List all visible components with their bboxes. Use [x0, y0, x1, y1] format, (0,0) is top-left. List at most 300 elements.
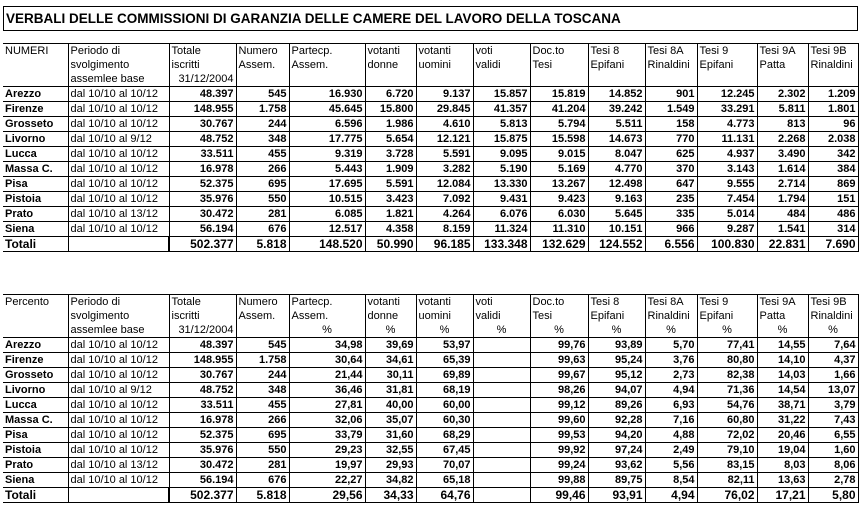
header-total-iscritti-line2: iscritti — [169, 309, 236, 323]
table-row — [3, 413, 858, 428]
cell-tesi-8a: 2,49 — [645, 443, 697, 458]
cell-period: dal 10/10 al 10/12 — [68, 222, 169, 237]
cell-votanti-uomini: 29.845 — [416, 102, 473, 117]
total-tesi-8: 124.552 — [588, 237, 645, 252]
cell-doc-tesi: 6.030 — [530, 207, 588, 222]
cell-total-iscritti: 30.472 — [169, 207, 236, 222]
cell-partecip-assem: 6.085 — [289, 207, 365, 222]
total-total-iscritti: 502.377 — [169, 488, 236, 503]
page-title: VERBALI DELLE COMMISSIONI DI GARANZIA DELLE CAMERE DEL LAVORO DELLA TOSCANA — [3, 6, 858, 31]
cell-tesi-8a: 370 — [645, 162, 697, 177]
cell-area: Prato — [3, 207, 68, 222]
cell-partecip-assem: 19,97 — [289, 458, 365, 473]
header-numero-assem-line3 — [236, 72, 289, 87]
header-tesi-9-line1: Tesi 9 — [697, 295, 757, 310]
cell-area: Pisa — [3, 177, 68, 192]
cell-tesi-9a: 13,63 — [757, 473, 808, 488]
cell-period: dal 10/10 al 10/12 — [68, 87, 169, 102]
cell-tesi-9b: 1.801 — [808, 102, 858, 117]
header-tesi-8-line3 — [588, 72, 645, 87]
cell-tesi-8: 4.770 — [588, 162, 645, 177]
cell-tesi-8: 97,24 — [588, 443, 645, 458]
table-row — [3, 87, 858, 102]
cell-tesi-9b: 314 — [808, 222, 858, 237]
table-row — [3, 162, 858, 177]
cell-area: Pistoia — [3, 192, 68, 207]
cell-total-iscritti: 48.752 — [169, 383, 236, 398]
cell-tesi-9a: 1.541 — [757, 222, 808, 237]
cell-period: dal 10/10 al 10/12 — [68, 117, 169, 132]
cell-partecip-assem: 21,44 — [289, 368, 365, 383]
cell-tesi-8: 95,24 — [588, 353, 645, 368]
cell-period: dal 10/10 al 10/12 — [68, 443, 169, 458]
table-row — [3, 117, 858, 132]
cell-partecip-assem: 22,27 — [289, 473, 365, 488]
total-doc-tesi: 132.629 — [530, 237, 588, 252]
header-area-line1: NUMERI — [3, 44, 68, 59]
cell-area: Massa C. — [3, 162, 68, 177]
cell-period: dal 10/10 al 13/12 — [68, 207, 169, 222]
header-area-line1: Percento — [3, 295, 68, 310]
header-doc-tesi-line2: Tesi — [530, 309, 588, 323]
cell-tesi-9b: 342 — [808, 147, 858, 162]
cell-votanti-donne: 1.986 — [365, 117, 416, 132]
header-partecip-assem-line1: Partecp. — [289, 295, 365, 310]
header-tesi-9-line2: Epifani — [697, 58, 757, 72]
cell-tesi-9b: 8,06 — [808, 458, 858, 473]
cell-tesi-9: 11.131 — [697, 132, 757, 147]
header-voti-validi-line1: voti — [473, 295, 530, 310]
cell-votanti-uomini: 70,07 — [416, 458, 473, 473]
header-tesi-9a-line2: Patta — [757, 58, 808, 72]
cell-tesi-9: 77,41 — [697, 338, 757, 353]
cell-period: dal 10/10 al 10/12 — [68, 398, 169, 413]
cell-doc-tesi: 99,53 — [530, 428, 588, 443]
cell-tesi-8a: 901 — [645, 87, 697, 102]
cell-tesi-9: 60,80 — [697, 413, 757, 428]
cell-tesi-9: 9.287 — [697, 222, 757, 237]
header-tesi-9-line1: Tesi 9 — [697, 44, 757, 59]
cell-voti-validi: 15.857 — [473, 87, 530, 102]
total-area: Totali — [3, 237, 68, 252]
header-tesi-9-line3: % — [697, 323, 757, 338]
cell-votanti-uomini: 67,45 — [416, 443, 473, 458]
header-votanti-donne-line1: votanti — [365, 295, 416, 310]
cell-votanti-donne: 6.720 — [365, 87, 416, 102]
cell-partecip-assem: 36,46 — [289, 383, 365, 398]
cell-doc-tesi: 9.015 — [530, 147, 588, 162]
cell-votanti-uomini: 53,97 — [416, 338, 473, 353]
header-tesi-9a-line3 — [757, 72, 808, 87]
table-row — [3, 383, 858, 398]
cell-tesi-8: 89,75 — [588, 473, 645, 488]
cell-tesi-9b: 1,66 — [808, 368, 858, 383]
cell-period: dal 10/10 al 10/12 — [68, 368, 169, 383]
table-row — [3, 147, 858, 162]
header-tesi-8-line1: Tesi 8 — [588, 295, 645, 310]
table-row — [3, 338, 858, 353]
cell-votanti-donne: 32,55 — [365, 443, 416, 458]
cell-numero-assem: 545 — [236, 338, 289, 353]
cell-tesi-8a: 5,70 — [645, 338, 697, 353]
cell-numero-assem: 244 — [236, 117, 289, 132]
cell-tesi-8: 94,20 — [588, 428, 645, 443]
cell-voti-validi: 5.813 — [473, 117, 530, 132]
cell-votanti-uomini: 65,39 — [416, 353, 473, 368]
cell-tesi-9a: 2.714 — [757, 177, 808, 192]
header-tesi-9-line2: Epifani — [697, 309, 757, 323]
header-tesi-9b-line3: % — [808, 323, 858, 338]
header-partecip-assem-line1: Partecp. — [289, 44, 365, 59]
header-tesi-9a-line1: Tesi 9A — [757, 295, 808, 310]
header-tesi-8a-line2: Rinaldini — [645, 309, 697, 323]
header-votanti-uomini-line2: uomini — [416, 309, 473, 323]
cell-partecip-assem: 34,98 — [289, 338, 365, 353]
cell-area: Grosseto — [3, 368, 68, 383]
total-area: Totali — [3, 488, 68, 503]
cell-tesi-8: 93,62 — [588, 458, 645, 473]
cell-numero-assem: 348 — [236, 132, 289, 147]
cell-total-iscritti: 35.976 — [169, 443, 236, 458]
cell-numero-assem: 545 — [236, 87, 289, 102]
cell-tesi-9a: 31,22 — [757, 413, 808, 428]
cell-votanti-uomini: 65,18 — [416, 473, 473, 488]
header-tesi-8-line2: Epifani — [588, 58, 645, 72]
header-tesi-8a-line3 — [645, 72, 697, 87]
cell-votanti-uomini: 68,29 — [416, 428, 473, 443]
cell-numero-assem: 455 — [236, 398, 289, 413]
cell-voti-validi — [473, 338, 530, 353]
totals-row — [3, 488, 858, 503]
cell-period: dal 10/10 al 10/12 — [68, 102, 169, 117]
cell-period: dal 10/10 al 9/12 — [68, 383, 169, 398]
header-tesi-9a-line2: Patta — [757, 309, 808, 323]
cell-doc-tesi: 98,26 — [530, 383, 588, 398]
total-tesi-9a: 17,21 — [757, 488, 808, 503]
cell-votanti-uomini: 5.591 — [416, 147, 473, 162]
cell-area: Firenze — [3, 102, 68, 117]
cell-tesi-8: 9.163 — [588, 192, 645, 207]
cell-tesi-8a: 966 — [645, 222, 697, 237]
cell-tesi-9a: 5.811 — [757, 102, 808, 117]
cell-voti-validi: 41.357 — [473, 102, 530, 117]
header-tesi-8-line3: % — [588, 323, 645, 338]
cell-tesi-9: 9.555 — [697, 177, 757, 192]
cell-total-iscritti: 30.767 — [169, 117, 236, 132]
table-row — [3, 192, 858, 207]
cell-doc-tesi: 15.598 — [530, 132, 588, 147]
cell-numero-assem: 1.758 — [236, 102, 289, 117]
cell-votanti-donne: 39,69 — [365, 338, 416, 353]
total-period — [68, 488, 169, 503]
cell-numero-assem: 266 — [236, 162, 289, 177]
cell-tesi-9b: 869 — [808, 177, 858, 192]
cell-total-iscritti: 16.978 — [169, 413, 236, 428]
total-tesi-9: 100.830 — [697, 237, 757, 252]
cell-period: dal 10/10 al 10/12 — [68, 413, 169, 428]
cell-tesi-8a: 8,54 — [645, 473, 697, 488]
table-row — [3, 428, 858, 443]
cell-tesi-9b: 2,78 — [808, 473, 858, 488]
cell-tesi-8: 92,28 — [588, 413, 645, 428]
header-votanti-uomini-line1: votanti — [416, 295, 473, 310]
total-numero-assem: 5.818 — [236, 488, 289, 503]
cell-area: Arezzo — [3, 87, 68, 102]
table-row — [3, 398, 858, 413]
cell-area: Siena — [3, 222, 68, 237]
cell-tesi-8a: 625 — [645, 147, 697, 162]
cell-tesi-8a: 6,93 — [645, 398, 697, 413]
cell-votanti-donne: 5.591 — [365, 177, 416, 192]
cell-voti-validi: 13.330 — [473, 177, 530, 192]
cell-tesi-9a: 14,03 — [757, 368, 808, 383]
cell-voti-validi — [473, 368, 530, 383]
cell-voti-validi: 11.324 — [473, 222, 530, 237]
total-partecip-assem: 29,56 — [289, 488, 365, 503]
cell-votanti-donne: 1.821 — [365, 207, 416, 222]
cell-tesi-9a: 813 — [757, 117, 808, 132]
cell-tesi-9: 82,38 — [697, 368, 757, 383]
cell-numero-assem: 695 — [236, 177, 289, 192]
total-tesi-9: 76,02 — [697, 488, 757, 503]
cell-tesi-8: 95,12 — [588, 368, 645, 383]
header-tesi-9b-line2: Rinaldini — [808, 58, 858, 72]
header-partecip-assem-line2: Assem. — [289, 58, 365, 72]
cell-partecip-assem: 27,81 — [289, 398, 365, 413]
cell-doc-tesi: 5.794 — [530, 117, 588, 132]
table-row — [3, 458, 858, 473]
cell-tesi-9b: 3,79 — [808, 398, 858, 413]
cell-tesi-8a: 4,88 — [645, 428, 697, 443]
cell-voti-validi — [473, 458, 530, 473]
header-voti-validi-line2: validi — [473, 309, 530, 323]
cell-partecip-assem: 5.443 — [289, 162, 365, 177]
total-votanti-donne: 34,33 — [365, 488, 416, 503]
cell-doc-tesi: 99,88 — [530, 473, 588, 488]
cell-period: dal 10/10 al 10/12 — [68, 177, 169, 192]
cell-total-iscritti: 33.511 — [169, 398, 236, 413]
cell-period: dal 10/10 al 13/12 — [68, 458, 169, 473]
cell-numero-assem: 1.758 — [236, 353, 289, 368]
cell-total-iscritti: 148.955 — [169, 102, 236, 117]
cell-voti-validi — [473, 428, 530, 443]
header-votanti-donne-line3 — [365, 72, 416, 87]
header-votanti-donne-line2: donne — [365, 309, 416, 323]
cell-tesi-8: 10.151 — [588, 222, 645, 237]
cell-tesi-8a: 4,94 — [645, 383, 697, 398]
header-tesi-9b-line1: Tesi 9B — [808, 295, 858, 310]
header-numero-assem-line2: Assem. — [236, 58, 289, 72]
cell-total-iscritti: 35.976 — [169, 192, 236, 207]
cell-tesi-8: 39.242 — [588, 102, 645, 117]
cell-tesi-9a: 3.490 — [757, 147, 808, 162]
cell-total-iscritti: 48.397 — [169, 87, 236, 102]
cell-tesi-9: 3.143 — [697, 162, 757, 177]
cell-doc-tesi: 13.267 — [530, 177, 588, 192]
cell-numero-assem: 455 — [236, 147, 289, 162]
cell-tesi-9b: 1.209 — [808, 87, 858, 102]
header-tesi-9a-line1: Tesi 9A — [757, 44, 808, 59]
cell-doc-tesi: 99,24 — [530, 458, 588, 473]
cell-tesi-8: 94,07 — [588, 383, 645, 398]
cell-tesi-9a: 1.614 — [757, 162, 808, 177]
cell-total-iscritti: 48.397 — [169, 338, 236, 353]
cell-tesi-9a: 2.302 — [757, 87, 808, 102]
cell-votanti-donne: 3.423 — [365, 192, 416, 207]
header-votanti-donne-line1: votanti — [365, 44, 416, 59]
total-doc-tesi: 99,46 — [530, 488, 588, 503]
cell-tesi-9: 7.454 — [697, 192, 757, 207]
cell-votanti-donne: 30,11 — [365, 368, 416, 383]
cell-tesi-9a: 19,04 — [757, 443, 808, 458]
cell-period: dal 10/10 al 10/12 — [68, 162, 169, 177]
header-total-iscritti-line1: Totale — [169, 295, 236, 310]
cell-votanti-donne: 15.800 — [365, 102, 416, 117]
cell-area: Prato — [3, 458, 68, 473]
cell-numero-assem: 550 — [236, 443, 289, 458]
cell-period: dal 10/10 al 10/12 — [68, 473, 169, 488]
cell-votanti-donne: 5.654 — [365, 132, 416, 147]
cell-doc-tesi: 5.169 — [530, 162, 588, 177]
cell-voti-validi — [473, 473, 530, 488]
cell-partecip-assem: 10.515 — [289, 192, 365, 207]
cell-tesi-9: 71,36 — [697, 383, 757, 398]
header-votanti-uomini-line3: % — [416, 323, 473, 338]
cell-doc-tesi: 99,92 — [530, 443, 588, 458]
cell-tesi-9: 4.773 — [697, 117, 757, 132]
cell-votanti-uomini: 60,30 — [416, 413, 473, 428]
cell-numero-assem: 676 — [236, 473, 289, 488]
cell-tesi-9a: 484 — [757, 207, 808, 222]
header-doc-tesi-line3 — [530, 72, 588, 87]
cell-numero-assem: 281 — [236, 458, 289, 473]
cell-tesi-9b: 486 — [808, 207, 858, 222]
cell-area: Pisa — [3, 428, 68, 443]
header-doc-tesi-line3: % — [530, 323, 588, 338]
cell-partecip-assem: 17.775 — [289, 132, 365, 147]
cell-tesi-9a: 14,54 — [757, 383, 808, 398]
cell-tesi-9b: 384 — [808, 162, 858, 177]
table-row — [3, 102, 858, 117]
cell-numero-assem: 676 — [236, 222, 289, 237]
cell-tesi-8: 93,89 — [588, 338, 645, 353]
table-row — [3, 473, 858, 488]
cell-votanti-uomini: 68,19 — [416, 383, 473, 398]
cell-area: Lucca — [3, 398, 68, 413]
cell-votanti-uomini: 12.084 — [416, 177, 473, 192]
cell-tesi-9b: 7,64 — [808, 338, 858, 353]
header-total-iscritti-line3: 31/12/2004 — [169, 323, 236, 338]
cell-votanti-donne: 34,61 — [365, 353, 416, 368]
total-period — [68, 237, 169, 252]
header-tesi-9a-line3: % — [757, 323, 808, 338]
cell-numero-assem: 550 — [236, 192, 289, 207]
cell-tesi-9: 72,02 — [697, 428, 757, 443]
cell-total-iscritti: 56.194 — [169, 473, 236, 488]
cell-partecip-assem: 45.645 — [289, 102, 365, 117]
cell-area: Firenze — [3, 353, 68, 368]
header-total-iscritti-line3: 31/12/2004 — [169, 72, 236, 87]
cell-voti-validi: 9.095 — [473, 147, 530, 162]
cell-tesi-9a: 20,46 — [757, 428, 808, 443]
header-tesi-8a-line3: % — [645, 323, 697, 338]
cell-doc-tesi: 99,12 — [530, 398, 588, 413]
cell-votanti-donne: 40,00 — [365, 398, 416, 413]
cell-period: dal 10/10 al 10/12 — [68, 353, 169, 368]
cell-total-iscritti: 52.375 — [169, 428, 236, 443]
cell-voti-validi: 9.431 — [473, 192, 530, 207]
cell-area: Massa C. — [3, 413, 68, 428]
cell-voti-validi: 5.190 — [473, 162, 530, 177]
header-tesi-8a-line1: Tesi 8A — [645, 295, 697, 310]
header-doc-tesi-line2: Tesi — [530, 58, 588, 72]
header-area-line3 — [3, 323, 68, 338]
table-row — [3, 443, 858, 458]
cell-tesi-8: 89,26 — [588, 398, 645, 413]
cell-tesi-9: 79,10 — [697, 443, 757, 458]
cell-votanti-uomini: 4.610 — [416, 117, 473, 132]
cell-votanti-uomini: 12.121 — [416, 132, 473, 147]
cell-votanti-uomini: 8.159 — [416, 222, 473, 237]
cell-voti-validi — [473, 398, 530, 413]
header-doc-tesi-line1: Doc.to — [530, 44, 588, 59]
cell-tesi-9b: 7,43 — [808, 413, 858, 428]
cell-doc-tesi: 41.204 — [530, 102, 588, 117]
table-row — [3, 353, 858, 368]
cell-tesi-9a: 1.794 — [757, 192, 808, 207]
cell-voti-validi — [473, 443, 530, 458]
cell-tesi-9b: 151 — [808, 192, 858, 207]
cell-numero-assem: 266 — [236, 413, 289, 428]
cell-votanti-uomini: 9.137 — [416, 87, 473, 102]
cell-votanti-uomini: 4.264 — [416, 207, 473, 222]
cell-voti-validi — [473, 353, 530, 368]
cell-numero-assem: 695 — [236, 428, 289, 443]
cell-votanti-donne: 31,60 — [365, 428, 416, 443]
cell-tesi-9: 5.014 — [697, 207, 757, 222]
cell-tesi-9: 83,15 — [697, 458, 757, 473]
header-voti-validi-line1: voti — [473, 44, 530, 59]
header-tesi-8a-line1: Tesi 8A — [645, 44, 697, 59]
cell-tesi-9b: 2.038 — [808, 132, 858, 147]
cell-tesi-8: 5.645 — [588, 207, 645, 222]
cell-tesi-8: 5.511 — [588, 117, 645, 132]
cell-tesi-8a: 5,56 — [645, 458, 697, 473]
cell-votanti-donne: 4.358 — [365, 222, 416, 237]
header-tesi-9b-line3 — [808, 72, 858, 87]
header-period-line2: svolgimento — [68, 58, 169, 72]
cell-area: Livorno — [3, 132, 68, 147]
header-period-line2: svolgimento — [68, 309, 169, 323]
cell-votanti-donne: 31,81 — [365, 383, 416, 398]
cell-tesi-8a: 335 — [645, 207, 697, 222]
cell-partecip-assem: 30,64 — [289, 353, 365, 368]
header-tesi-9-line3 — [697, 72, 757, 87]
cell-total-iscritti: 148.955 — [169, 353, 236, 368]
cell-voti-validi — [473, 413, 530, 428]
totals-row — [3, 237, 858, 252]
cell-doc-tesi: 9.423 — [530, 192, 588, 207]
cell-period: dal 10/10 al 9/12 — [68, 132, 169, 147]
cell-votanti-donne: 3.728 — [365, 147, 416, 162]
numbers-table — [3, 43, 859, 252]
header-tesi-9b-line2: Rinaldini — [808, 309, 858, 323]
total-partecip-assem: 148.520 — [289, 237, 365, 252]
cell-partecip-assem: 32,06 — [289, 413, 365, 428]
header-voti-validi-line2: validi — [473, 58, 530, 72]
cell-total-iscritti: 33.511 — [169, 147, 236, 162]
header-numero-assem-line3 — [236, 323, 289, 338]
